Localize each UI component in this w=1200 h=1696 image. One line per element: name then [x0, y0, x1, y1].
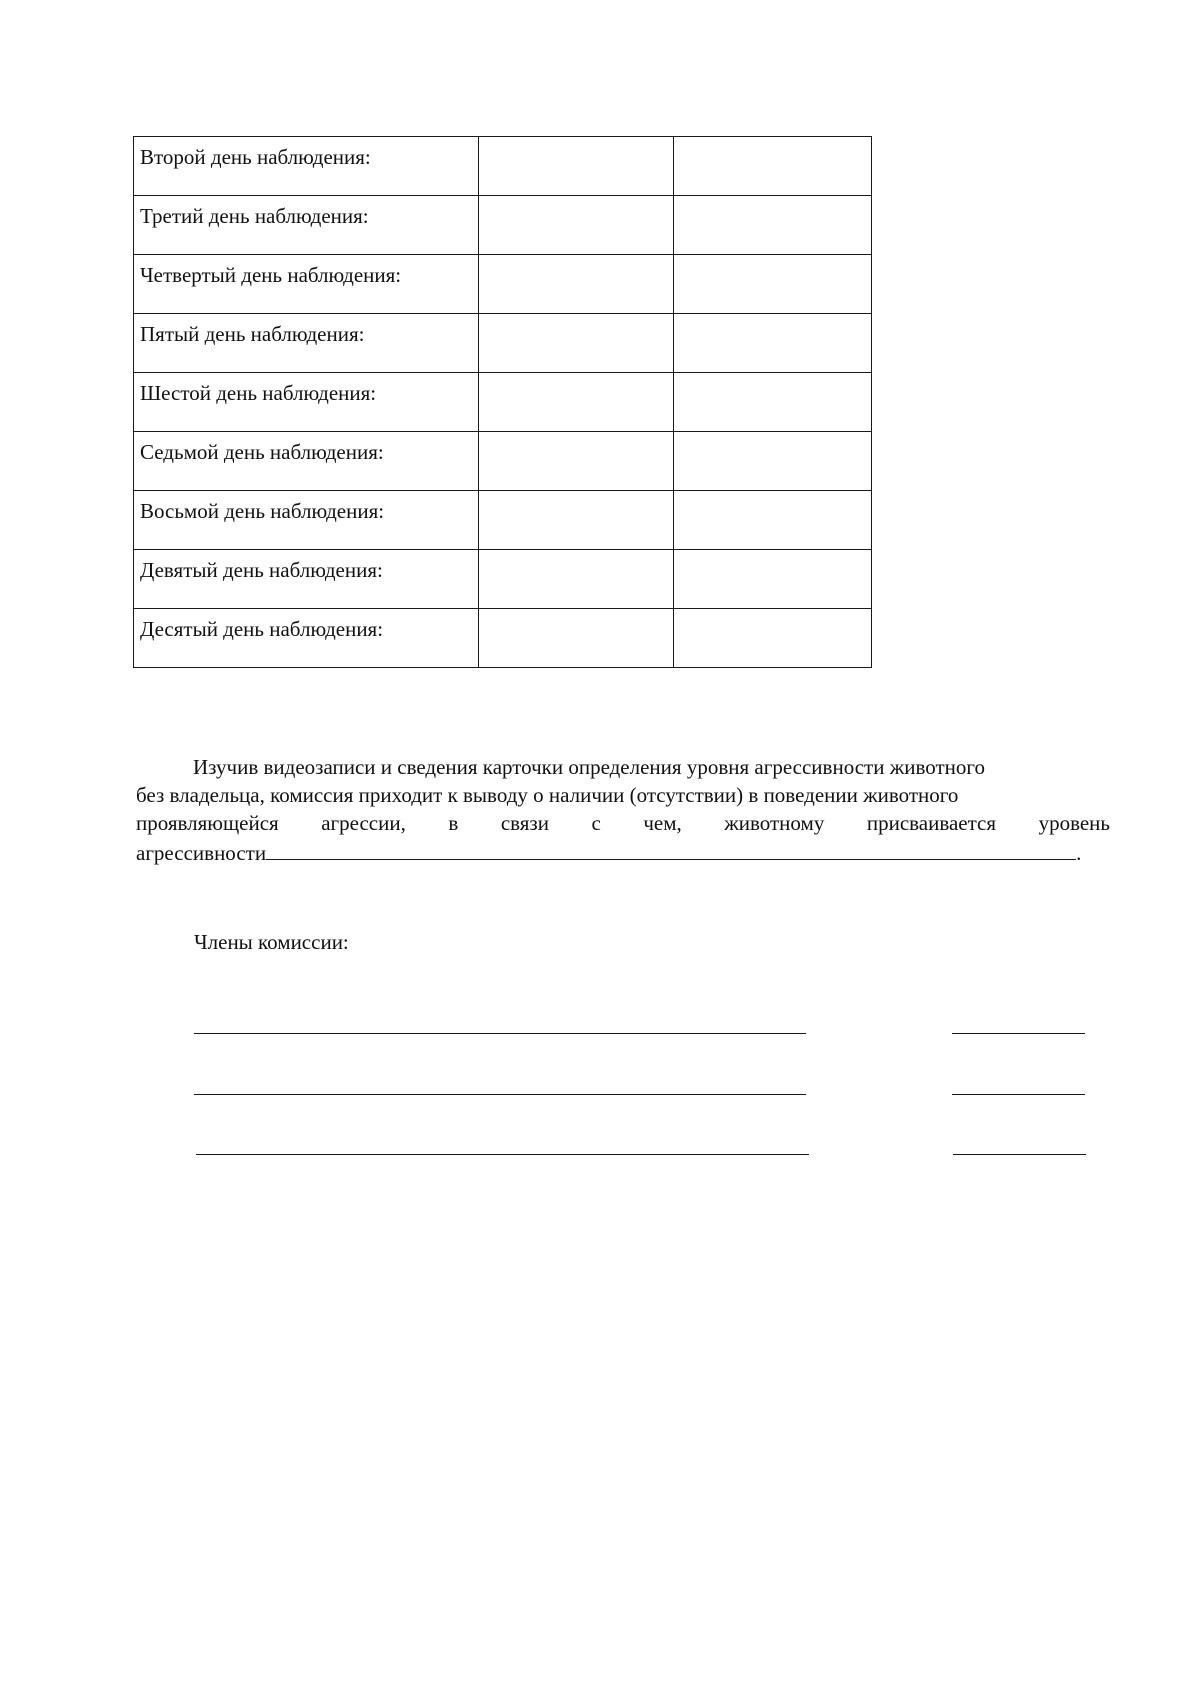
member-signature-line-3[interactable] — [953, 1154, 1086, 1155]
conclusion-word: проявляющейся — [136, 811, 279, 835]
conclusion-line-3 — [136, 809, 1110, 837]
observation-day-label: Десятый день наблюдения: — [140, 617, 384, 641]
observation-note-cell[interactable] — [674, 491, 872, 550]
member-signature-line-2[interactable] — [952, 1094, 1085, 1095]
conclusion-line-4 — [136, 837, 1110, 867]
conclusion-word: в — [448, 811, 459, 835]
observation-entry-cell[interactable] — [479, 255, 674, 314]
observation-day-label: Второй день наблюдения: — [140, 145, 371, 169]
observation-row — [134, 373, 872, 432]
aggression-level-fill-line[interactable] — [266, 837, 1076, 860]
observation-note-cell[interactable] — [674, 432, 872, 491]
conclusion-word: агрессии, — [321, 811, 406, 835]
observation-note-cell[interactable] — [674, 255, 872, 314]
observation-day-cell — [134, 137, 479, 196]
observation-day-cell — [134, 314, 479, 373]
observation-day-cell — [134, 432, 479, 491]
observation-row — [134, 255, 872, 314]
conclusion-word: животному — [724, 811, 825, 835]
member-name-line-1[interactable] — [194, 1033, 806, 1034]
observation-entry-cell[interactable] — [479, 137, 674, 196]
observation-day-label: Третий день наблюдения: — [140, 204, 369, 228]
observation-day-cell — [134, 550, 479, 609]
observation-entry-cell[interactable] — [479, 196, 674, 255]
commission-members-label: Члены комиссии: — [194, 930, 349, 954]
observation-day-label: Девятый день наблюдения: — [140, 558, 383, 582]
observation-entry-cell[interactable] — [479, 314, 674, 373]
observation-table — [133, 136, 872, 668]
conclusion-word: связи — [500, 811, 549, 835]
observation-note-cell[interactable] — [674, 196, 872, 255]
observation-row — [134, 137, 872, 196]
conclusion-word: чем, — [643, 811, 682, 835]
observation-day-cell — [134, 373, 479, 432]
observation-day-cell — [134, 609, 479, 668]
observation-entry-cell[interactable] — [479, 550, 674, 609]
conclusion-word: уровень — [1038, 811, 1110, 835]
observation-row — [134, 314, 872, 373]
period: . — [1076, 841, 1082, 865]
observation-note-cell[interactable] — [674, 373, 872, 432]
observation-entry-cell[interactable] — [479, 432, 674, 491]
conclusion-line-2: без владельца, комиссия приходит к выводу о наличии (отсутствии) в поведении животного — [136, 783, 959, 807]
observation-row — [134, 196, 872, 255]
observation-note-cell[interactable] — [674, 550, 872, 609]
aggression-level-label: агрессивности — [136, 841, 267, 865]
member-signature-line-1[interactable] — [952, 1033, 1085, 1034]
observation-day-label: Седьмой день наблюдения: — [140, 440, 384, 464]
observation-day-cell — [134, 255, 479, 314]
observation-entry-cell[interactable] — [479, 491, 674, 550]
conclusion-line-1: Изучив видеозаписи и сведения карточки определения уровня агрессивности животного — [193, 755, 985, 779]
observation-note-cell[interactable] — [674, 314, 872, 373]
observation-day-label: Восьмой день наблюдения: — [140, 499, 385, 523]
observation-row — [134, 609, 872, 668]
member-name-line-2[interactable] — [194, 1094, 806, 1095]
observation-row — [134, 550, 872, 609]
observation-table-body — [134, 137, 872, 668]
conclusion-word: с — [591, 811, 601, 835]
observation-day-label: Четвертый день наблюдения: — [140, 263, 402, 287]
observation-day-label: Пятый день наблюдения: — [140, 322, 365, 346]
observation-day-label: Шестой день наблюдения: — [140, 381, 377, 405]
conclusion-paragraph — [136, 753, 1110, 867]
observation-note-cell[interactable] — [674, 137, 872, 196]
observation-day-cell — [134, 196, 479, 255]
observation-row — [134, 432, 872, 491]
conclusion-word: присваивается — [866, 811, 997, 835]
observation-entry-cell[interactable] — [479, 373, 674, 432]
observation-row — [134, 491, 872, 550]
observation-day-cell — [134, 491, 479, 550]
observation-entry-cell[interactable] — [479, 609, 674, 668]
observation-note-cell[interactable] — [674, 609, 872, 668]
member-name-line-3[interactable] — [196, 1154, 809, 1155]
